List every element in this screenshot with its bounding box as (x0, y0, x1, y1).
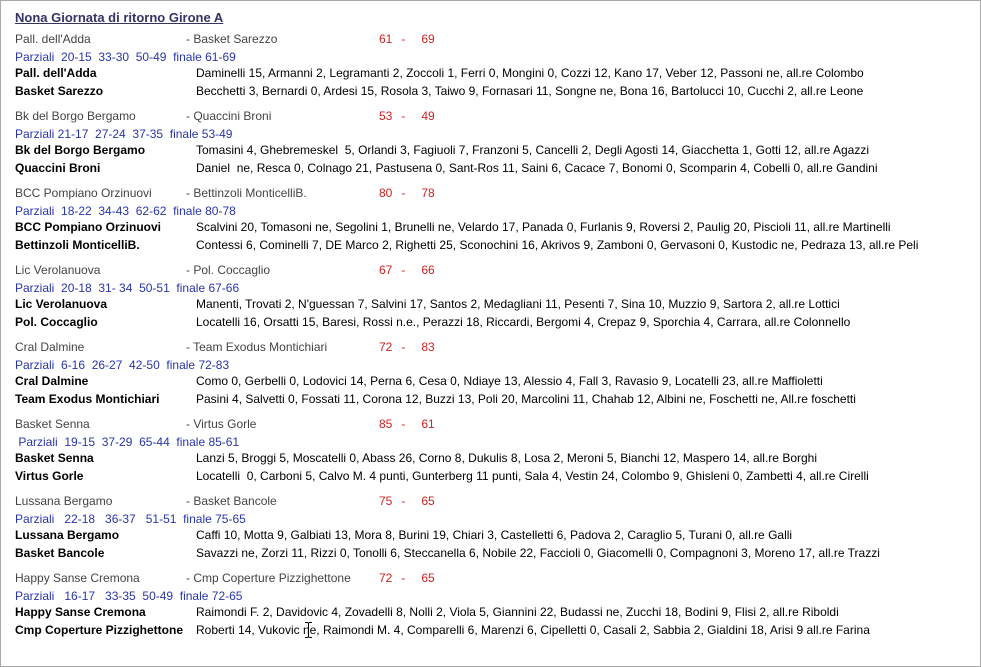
score-dash: - (401, 417, 406, 431)
page-title[interactable]: Nona Giornata di ritorno Girone A (15, 10, 224, 25)
match-away-team: - Pol. Coccaglio (186, 263, 271, 277)
score-dash: - (401, 32, 406, 46)
roster-away-players: Roberti 14, Vukovic ne, Raimondi M. 4, Comparelli 6, Marenzi 6, Cipelletti 0, Casali 2, Sabbia 2, Gialdini 18, Arisi 9 all.re Farina (196, 623, 870, 637)
match-home-team: Bk del Borgo Bergamo (15, 109, 136, 123)
match-away-team: - Bettinzoli MonticelliB. (186, 186, 307, 200)
roster-home-team-name: Lussana Bergamo (15, 528, 120, 542)
match-score (379, 341, 435, 354)
away-score: 65 (421, 571, 435, 585)
partials-line: Parziali 6-16 26-27 42-50 finale 72-83 (15, 358, 230, 372)
home-score: 67 (379, 263, 393, 277)
roster-away-players: Pasini 4, Salvetti 0, Fossati 11, Corona 12, Buzzi 13, Poli 20, Marcolini 11, Chahab 12, Albini ne, Foschetti ne, All.re foschetti (196, 392, 856, 406)
home-score: 85 (379, 417, 393, 431)
match-score (379, 572, 435, 585)
match-score (379, 33, 435, 46)
match-home-team: Lic Verolanuova (15, 263, 101, 277)
roster-home-team-name: Happy Sanse Cremona (15, 605, 146, 619)
partials-line: Parziali 22-18 36-37 51-51 finale 75-65 (15, 512, 246, 526)
score-dash: - (401, 494, 406, 508)
roster-away-team-name: Virtus Gorle (15, 469, 84, 483)
match-away-team: - Basket Sarezzo (186, 32, 278, 46)
game-block (1, 341, 981, 418)
roster-away-players: Savazzi ne, Zorzi 11, Rizzi 0, Tonolli 6, Steccanella 6, Nobile 22, Faccioli 0, Giacomelli 0, Compagnoni 3, Moreno 17, all.re Trazzi (196, 546, 880, 560)
match-away-team: - Virtus Gorle (186, 417, 257, 431)
partials-line: Parziali 19-15 37-29 65-44 finale 85-61 (15, 435, 240, 449)
partials-line: Parziali 18-22 34-43 62-62 finale 80-78 (15, 204, 236, 218)
score-dash: - (401, 263, 406, 277)
roster-away-team-name: Pol. Coccaglio (15, 315, 98, 329)
match-score (379, 495, 435, 508)
roster-away-team-name: Quaccini Broni (15, 161, 101, 175)
roster-home-players: Scalvini 20, Tomasoni ne, Segolini 1, Brunelli ne, Velardo 17, Panada 0, Furlanis 9, Roversi 2, Paulig 20, Piscioli 11, all.re Martinelli (196, 220, 891, 234)
match-score (379, 110, 435, 123)
away-score: 78 (421, 186, 435, 200)
roster-away-players: Contessi 6, Cominelli 7, DE Marco 2, Righetti 25, Sconochini 16, Akrivos 9, Zamboni 0, Gervasoni 0, Kustodic ne, Pedraza 13, all.re Peli (196, 238, 919, 252)
home-score: 75 (379, 494, 393, 508)
match-away-team: - Quaccini Broni (186, 109, 272, 123)
home-score: 53 (379, 109, 393, 123)
roster-home-team-name: Cral Dalmine (15, 374, 89, 388)
away-score: 69 (421, 32, 435, 46)
away-score: 83 (421, 340, 435, 354)
game-block (1, 110, 981, 187)
game-block (1, 33, 981, 110)
home-score: 72 (379, 340, 393, 354)
games-list (1, 33, 981, 649)
match-score (379, 264, 435, 277)
roster-home-players: Daminelli 15, Armanni 2, Legramanti 2, Zoccoli 1, Ferri 0, Mongini 0, Cozzi 12, Kano 17, Veber 12, Passoni ne, all.re Colombo (196, 66, 864, 80)
match-score (379, 187, 435, 200)
roster-away-players: Daniel ne, Resca 0, Colnago 21, Pastusena 0, Sant-Ros 11, Saini 6, Cacace 7, Bonomi 0, Scomparin 4, Cobelli 0, all.re Gandini (196, 161, 878, 175)
match-home-team: BCC Pompiano Orzinuovi (15, 186, 152, 200)
score-dash: - (401, 186, 406, 200)
away-score: 49 (421, 109, 435, 123)
partials-line: Parziali 20-18 31- 34 50-51 finale 67-66 (15, 281, 240, 295)
roster-home-players: Como 0, Gerbelli 0, Lodovici 14, Perna 6, Cesa 0, Ndiaye 13, Alessio 4, Fall 3, Ravasio 9, Locatelli 23, all.re Maffioletti (196, 374, 823, 388)
away-score: 61 (421, 417, 435, 431)
roster-home-team-name: Lic Verolanuova (15, 297, 108, 311)
partials-line: Parziali 21-17 27-24 37-35 finale 53-49 (15, 127, 233, 141)
roster-home-players: Lanzi 5, Broggi 5, Moscatelli 0, Abass 26, Corno 8, Dukulis 8, Losa 2, Meroni 5, Bianchi 12, Maspero 14, all.re Borghi (196, 451, 817, 465)
roster-away-team-name: Basket Bancole (15, 546, 105, 560)
game-block (1, 264, 981, 341)
game-block (1, 187, 981, 264)
match-home-team: Happy Sanse Cremona (15, 571, 140, 585)
roster-home-team-name: Basket Senna (15, 451, 94, 465)
match-home-team: Basket Senna (15, 417, 90, 431)
match-away-team: - Team Exodus Montichiari (186, 340, 328, 354)
partials-line: Parziali 20-15 33-30 50-49 finale 61-69 (15, 50, 236, 64)
roster-away-players: Becchetti 3, Bernardi 0, Ardesi 15, Rosola 3, Taiwo 9, Fornasari 11, Songne ne, Bona 16, Bartolucci 10, Cucchi 2, all.re Leone (196, 84, 864, 98)
score-dash: - (401, 571, 406, 585)
score-dash: - (401, 109, 406, 123)
roster-home-team-name: Pall. dell'Adda (15, 66, 97, 80)
home-score: 61 (379, 32, 393, 46)
partials-line: Parziali 16-17 33-35 50-49 finale 72-65 (15, 589, 243, 603)
text-cursor-icon (304, 621, 313, 639)
roster-away-team-name: Bettinzoli MonticelliB. (15, 238, 140, 252)
roster-home-players: Raimondi F. 2, Davidovic 4, Zovadelli 8, Nolli 2, Viola 5, Giannini 22, Budassi ne, Zucchi 18, Bodini 9, Flisi 2, all.re Riboldi (196, 605, 839, 619)
roster-home-players: Tomasini 4, Ghebremeskel 5, Orlandi 3, Fagiuoli 7, Franzoni 5, Cancelli 2, Degli Agosti 14, Giacchetta 1, Gotti 12, all.re Agazzi (196, 143, 870, 157)
roster-away-players: Locatelli 16, Orsatti 15, Baresi, Rossi n.e., Perazzi 18, Riccardi, Bergomi 4, Crepaz 9, Sporchia 4, Carrara, all.re Colonnello (196, 315, 851, 329)
roster-away-team-name: Team Exodus Montichiari (15, 392, 160, 406)
roster-away-team-name: Basket Sarezzo (15, 84, 104, 98)
game-block (1, 495, 981, 572)
roster-away-players: Locatelli 0, Carboni 5, Calvo M. 4 punti, Gunterberg 11 punti, Sala 4, Vestin 24, Colombo 9, Ghisleni 0, Zambetti 4, all.re Cirelli (196, 469, 869, 483)
match-home-team: Cral Dalmine (15, 340, 85, 354)
match-away-team: - Cmp Coperture Pizzighettone (186, 571, 351, 585)
home-score: 80 (379, 186, 393, 200)
match-home-team: Lussana Bergamo (15, 494, 113, 508)
away-score: 66 (421, 263, 435, 277)
match-away-team: - Basket Bancole (186, 494, 277, 508)
match-home-team: Pall. dell'Adda (15, 32, 91, 46)
home-score: 72 (379, 571, 393, 585)
roster-home-team-name: Bk del Borgo Bergamo (15, 143, 146, 157)
score-dash: - (401, 340, 406, 354)
away-score: 65 (421, 494, 435, 508)
roster-away-team-name: Cmp Coperture Pizzighettone (15, 623, 184, 637)
game-block (1, 418, 981, 495)
game-block (1, 572, 981, 649)
match-score (379, 418, 435, 431)
roster-home-team-name: BCC Pompiano Orzinuovi (15, 220, 162, 234)
roster-home-players: Caffi 10, Motta 9, Galbiati 13, Mora 8, Burini 19, Chiari 3, Castelletti 6, Padova 2, Caraglio 5, Turani 0, all.re Galli (196, 528, 793, 542)
roster-home-players: Manenti, Trovati 2, N'guessan 7, Salvini 17, Santos 2, Medagliani 11, Pesenti 7, Sina 10, Muzzio 9, Sartora 2, all.re Lottici (196, 297, 840, 311)
